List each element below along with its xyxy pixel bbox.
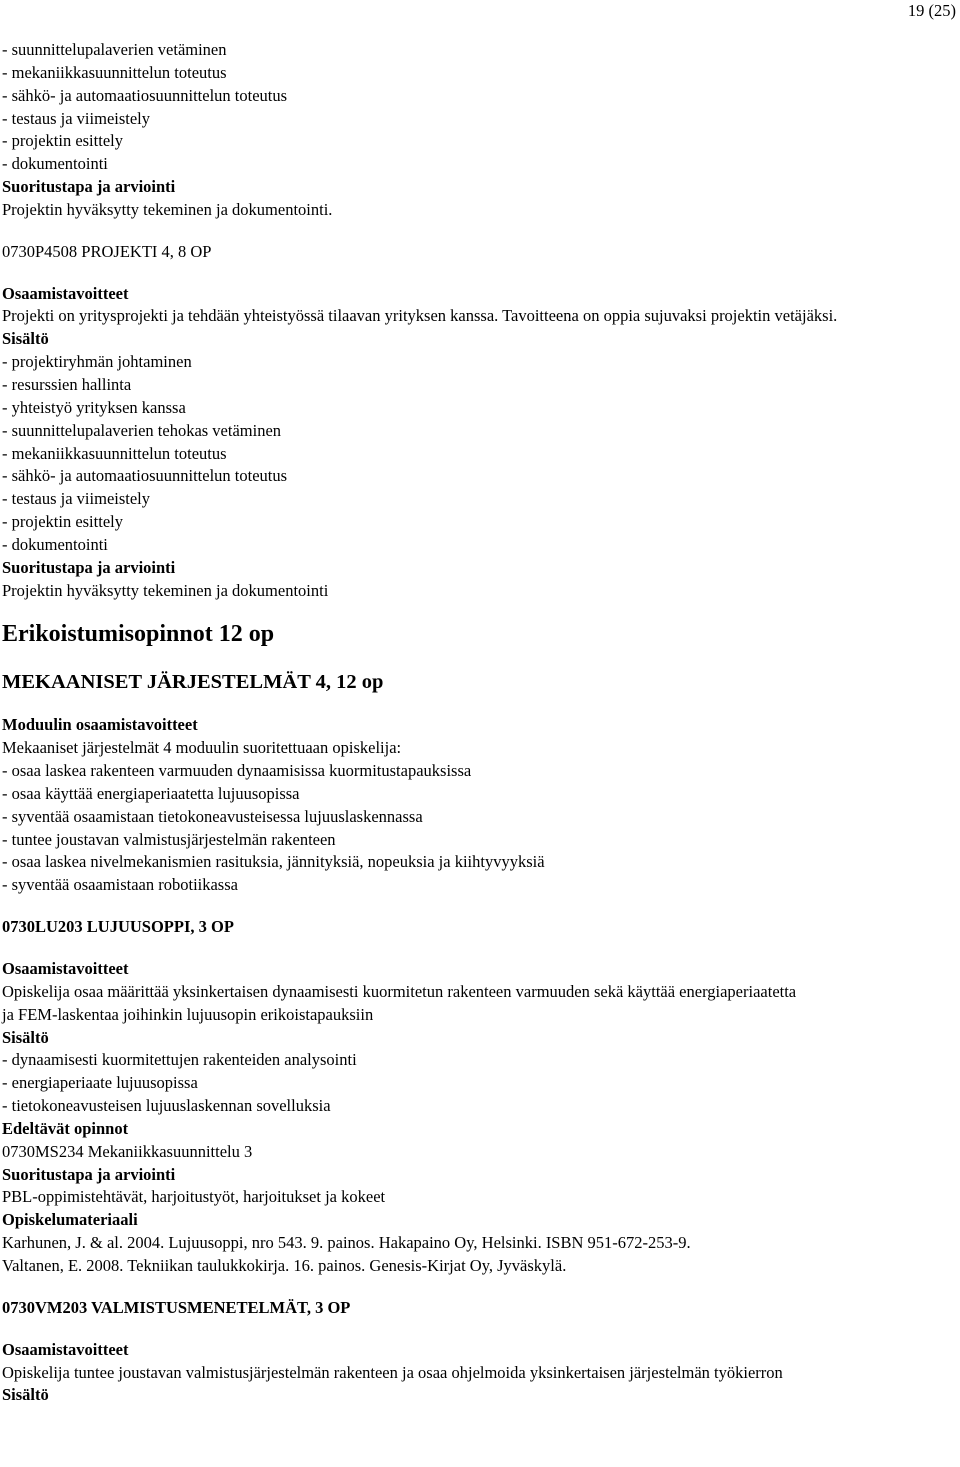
list-item: - osaa laskea rakenteen varmuuden dynaamisissa kuormitustapauksissa [2,761,472,781]
reference-item: Karhunen, J. & al. 2004. Lujuusoppi, nro 543. 9. painos. Hakapaino Oy, Helsinki. ISBN 951-672-253-9. [2,1233,691,1253]
list-item: - projektiryhmän johtaminen [2,352,192,372]
list-item: - sähkö- ja automaatiosuunnittelun toteutus [2,85,288,105]
section-heading: Suoritustapa ja arviointi [2,1164,176,1184]
paragraph: Projekti on yritysprojekti ja tehdään yhteistyössä tilaavan yrityksen kanssa. Tavoitteena on oppia sujuvaksi projektin vetäjäksi. [2,306,838,326]
paragraph: Projektin hyväksytty tekeminen ja dokumentointi. [2,199,333,219]
paragraph: Mekaaniset järjestelmät 4 moduulin suoritettuaan opiskelija: [2,738,402,758]
paragraph: PBL-oppimistehtävät, harjoitustyöt, harjoitukset ja kokeet [2,1187,386,1207]
section-title: Erikoistumisopinnot 12 op [2,621,275,648]
list-item: - dokumentointi [2,534,108,554]
list-item: - projektin esittely [2,131,123,151]
list-item: - dokumentointi [2,154,108,174]
list-item: - suunnittelupalaverien vetäminen [2,40,227,59]
list-item: - yhteistyö yrityksen kanssa [2,397,186,417]
list-item: - syventää osaamistaan robotiikassa [2,875,238,895]
list-item: - mekaniikkasuunnittelun toteutus [2,62,227,82]
document-body [2,39,958,1407]
section-heading: Suoritustapa ja arviointi [2,177,176,197]
section-heading: Moduulin osaamistavoitteet [2,715,198,735]
list-item: - testaus ja viimeistely [2,489,151,509]
reference-item: Valtanen, E. 2008. Tekniikan taulukkokirja. 16. painos. Genesis-Kirjat Oy, Jyväskylä. [2,1255,567,1275]
paragraph: Opiskelija tuntee joustavan valmistusjärjestelmän rakenteen ja osaa ohjelmoida yksinkertaisen järjestelmän työkierron [2,1362,783,1382]
section-heading: Sisältö [2,1385,49,1405]
course-title: 0730LU203 LUJUUSOPPI, 3 OP [2,917,234,937]
module-title: MEKAANISET JÄRJESTELMÄT 4, 12 op [2,671,384,694]
section-heading: Edeltävät opinnot [2,1118,129,1138]
list-item: - mekaniikkasuunnittelun toteutus [2,443,227,463]
section-heading: Osaamistavoitteet [2,283,129,303]
paragraph: 0730MS234 Mekaniikkasuunnittelu 3 [2,1141,253,1161]
section-heading: Suoritustapa ja arviointi [2,557,176,577]
list-item: - resurssien hallinta [2,374,132,394]
list-item: - dynaamisesti kuormitettujen rakenteiden analysointi [2,1050,357,1070]
section-heading: Sisältö [2,1027,49,1047]
list-item: - osaa käyttää energiaperiaatetta lujuusopissa [2,783,300,803]
section-heading: Osaamistavoitteet [2,959,129,978]
list-item: - testaus ja viimeistely [2,108,151,128]
course-title: 0730VM203 VALMISTUSMENETELMÄT, 3 OP [2,1297,351,1317]
section-heading: Osaamistavoitteet [2,1339,129,1359]
list-item: - tietokoneavusteisen lujuuslaskennan sovelluksia [2,1096,331,1116]
list-item: - projektin esittely [2,512,123,532]
list-item: - osaa laskea nivelmekanismien rasituksia, jännityksiä, nopeuksia ja kiihtyvyyksiä [2,852,545,872]
list-item: - syventää osaamistaan tietokoneavusteisessa lujuuslaskennassa [2,806,423,826]
paragraph: ja FEM-laskentaa joihinkin lujuusopin erikoistapauksiin [2,1004,374,1024]
course-title: 0730P4508 PROJEKTI 4, 8 OP [2,241,212,261]
section-heading: Opiskelumateriaali [2,1210,138,1230]
list-item: - tuntee joustavan valmistusjärjestelmän rakenteen [2,829,336,849]
list-item: - energiaperiaate lujuusopissa [2,1073,198,1093]
list-item: - suunnittelupalaverien tehokas vetäminen [2,420,282,440]
paragraph: Projektin hyväksytty tekeminen ja dokumentointi [2,580,329,600]
section-heading: Sisältö [2,329,49,349]
list-item: - sähkö- ja automaatiosuunnittelun toteutus [2,466,288,486]
page-number: 19 (25) [907,1,956,20]
paragraph: Opiskelija osaa määrittää yksinkertaisen dynaamisesti kuormitetun rakenteen varmuuden sekä käyttää energiaperiaatetta [2,981,797,1001]
